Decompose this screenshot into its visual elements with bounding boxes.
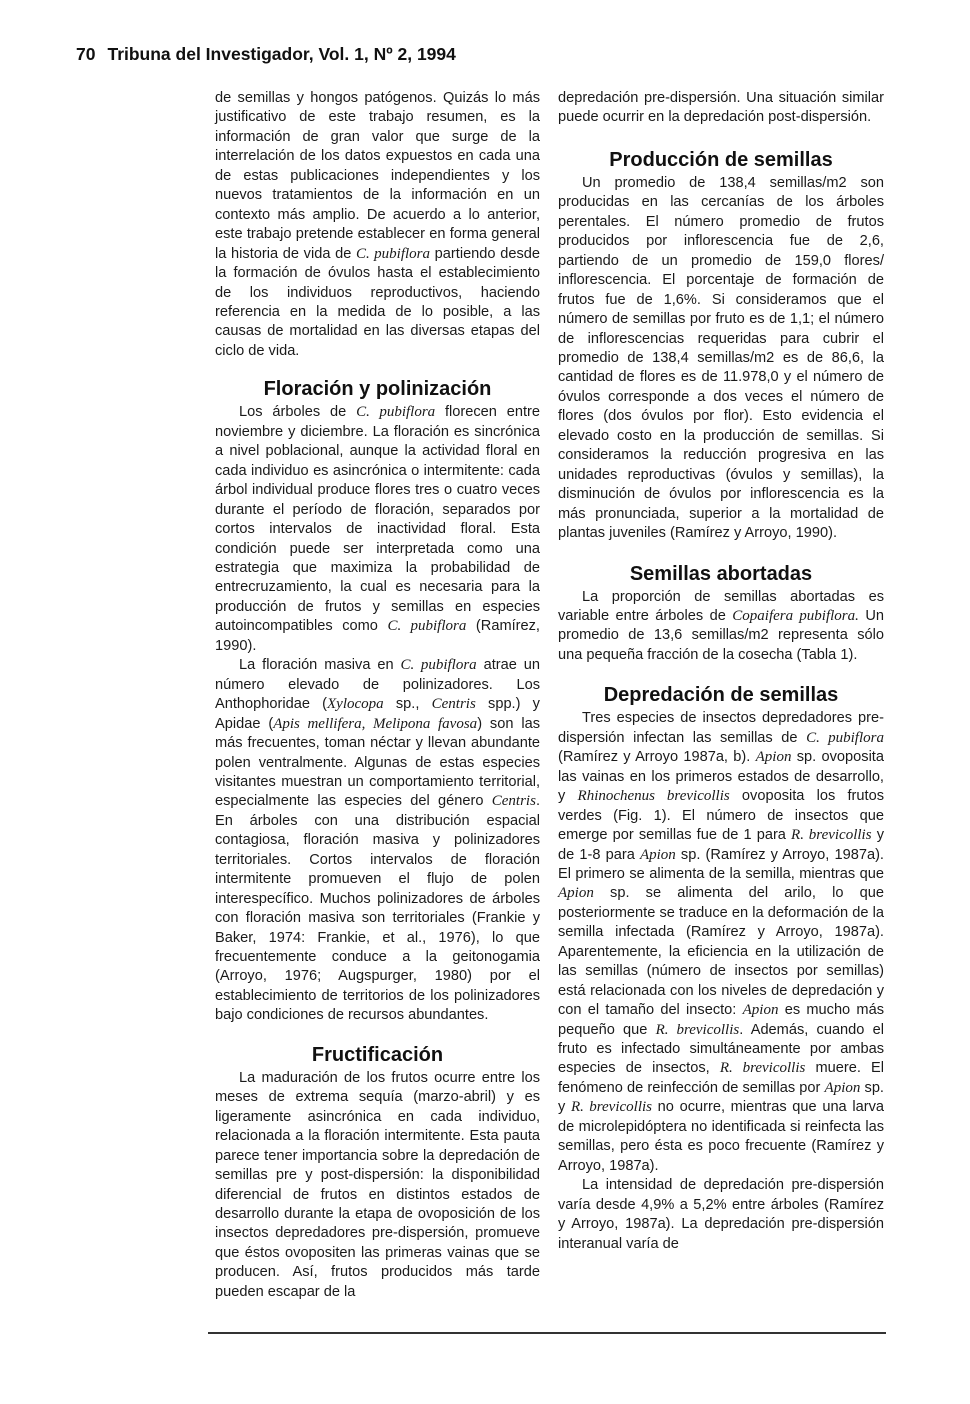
text-run: ovoposita los frutos verdes (Fig. 1). El número de insectos que emerge por semillas fue de 1 para bbox=[558, 788, 884, 844]
text-run: sp. y bbox=[558, 1079, 884, 1116]
text-run: (Ramírez y Arroyo 1987a, b). bbox=[558, 749, 756, 766]
species-name: C. pubiflora bbox=[356, 245, 430, 262]
page-number: 70 bbox=[76, 44, 96, 64]
species-name: R. brevicollis bbox=[719, 1060, 806, 1077]
section-heading-depredacion: Depredación de semillas bbox=[603, 684, 839, 707]
text-run: partiendo desde la formación de óvulos hasta el establecimiento de los individuos reproductivos, haciendo referencia en la medida de lo posible, a las causas de mortalidad en las diversas etapas del ciclo de vida. bbox=[215, 245, 540, 359]
species-name: C. pubiflora bbox=[400, 657, 477, 674]
paragraph-floracion-1 bbox=[215, 403, 540, 656]
text-run: sp., bbox=[383, 696, 432, 713]
text-run: sp. (Ramírez y Arroyo, 1987a). El primero se alimenta de la semilla, mientras que bbox=[558, 846, 884, 882]
left-column bbox=[215, 89, 540, 1302]
text-run: de semillas y hongos patógenos. Quizás lo más justificativo de este trabajo resumen, es la información de gran valor que surge de la interrelación de los datos expuestos en cada una de estas publicaciones independientes y los nuevos tratamientos de la información en un contexto más amplio. De acuerdo a lo anterior, este trabajo pretende establecer en forma general la historia de vida de bbox=[215, 90, 540, 262]
footer-rule bbox=[208, 1332, 886, 1334]
journal-title: Tribuna del Investigador, Vol. 1, Nº 2, 1994 bbox=[107, 44, 456, 64]
species-name: Apion bbox=[755, 749, 792, 766]
species-name: Centris bbox=[431, 696, 476, 713]
species-name: C. pubiflora bbox=[356, 404, 436, 421]
section-heading-abortadas: Semillas abortadas bbox=[629, 562, 813, 585]
section-heading-fructificacion: Fructificación bbox=[311, 1043, 444, 1066]
species-name: Apion bbox=[742, 1002, 779, 1019]
text-run: sp. ovoposita las vainas en los primeros estados de desarrollo, y bbox=[558, 749, 884, 805]
section-heading-produccion: Producción de semillas bbox=[609, 148, 833, 171]
text-run: ) son las más frecuentes, toman néctar y llevan abundante polen ventralmente. Algunas de estas especies visitantes muestran un comportamiento territorial, especialmente las especies del género bbox=[215, 715, 541, 810]
text-run: no ocurre, mientras que una larva de microlepidóptera no identificada si reinfecta las semillas, pero ésta es poco frecuente (Ramírez y Arroyo, 1987a). bbox=[558, 1099, 884, 1174]
text-run: y de 1-8 para bbox=[558, 827, 884, 863]
text-run: atrae un número elevado de polinizadores. Los Anthophoridae ( bbox=[215, 657, 540, 713]
text-run: Los árboles de bbox=[239, 404, 357, 421]
paragraph-intro-continued bbox=[215, 89, 540, 361]
species-name: Xylocopa bbox=[327, 696, 384, 713]
paragraph-floracion-2 bbox=[215, 656, 540, 1026]
text-run: es mucho más pequeño que bbox=[558, 1002, 885, 1038]
running-header bbox=[76, 44, 456, 65]
text-run: sp. se alimenta del arilo, lo que posteriormente se traduce en la deformación de la semilla infectada (Ramírez y Arroyo, 1987a). Aparentemente, la eficiencia en la utilización de las semillas (número de insectos por semillas) está relacionada con los niveles de depredación y con el tamaño del insecto: bbox=[558, 885, 884, 1019]
paragraph-fructificacion: La maduración de los frutos ocurre entre los meses de extrema sequía (marzo-abril) y es ligeramente asincrónica en cada individuo, relacionada a la floración intermitente. Esta pauta parece tener importancia sobre la depredación de semillas pre y post-dispersión: la disponibilidad diferencial de frutos en distintos estados de desarrollo durante la etapa de ovoposición de los insectos depredadores pre-dispersión, promueve que éstos ovopositen las primeras vainas que se producen. Así, frutos producidos más tarde pueden escapar de la bbox=[215, 1069, 540, 1300]
species-name: C. pubiflora bbox=[387, 618, 467, 635]
paragraph-depredacion-2: La intensidad de depredación pre-dispersión varía desde 4,9% a 5,2% entre árboles (Ramírez y Arroyo, 1987a). La depredación pre-dispersión interanual varía de bbox=[558, 1177, 884, 1252]
text-run: Tres especies de insectos depredadores pre-dispersión infectan las semillas de bbox=[558, 710, 884, 746]
species-name: Centris bbox=[491, 793, 536, 810]
paragraph-produccion: Un promedio de 138,4 semillas/m2 son producidas en las cercanías de los árboles perentales. El número promedio de frutos producidos por inflorescencia fue de 2,6, partiendo de un promedio de 159,0 flores/ inflorescencia. El porcentaje de formación de frutos fue de 1,6%. Si consideramos que el número de semillas por fruto es de 1,1; el número de inflorescencias requeridas para cubrir el promedio de 138,4 semillas/m2 es de 86,6, la cantidad de flores es de 11.978,0 y el número de óvulos corresponde a dos veces el número de flores (dos óvulos por flor). Esto evidencia el elevado costo en la producción de semillas. Si consideramos la reducción progresiva en las unidades reproductivas (óvulos y semillas), la disminución de óvulos por inflorescencia es la más pronunciada, superior a la mortalidad de plantas juveniles (Ramírez y Arroyo, 1990). bbox=[558, 174, 884, 542]
species-name: Apion bbox=[558, 885, 594, 902]
text-run: spp.) y Apidae ( bbox=[215, 696, 540, 732]
text-run: Un promedio de 13,6 semillas/m2 representa sólo una pequeña fracción de la cosecha (Tabla 1). bbox=[558, 607, 884, 663]
text-run: La floración masiva en bbox=[239, 657, 401, 674]
text-run: La proporción de semillas abortadas es variable entre árboles de bbox=[558, 588, 884, 624]
text-run: muere. El fenómeno de reinfección de semillas por bbox=[558, 1060, 884, 1096]
species-name: Apion bbox=[824, 1079, 861, 1096]
species-name: Apion bbox=[639, 846, 676, 863]
paragraph-continued: depredación pre-dispersión. Una situación similar puede ocurrir en la depredación post-dispersión. bbox=[558, 90, 884, 126]
species-name: Copaifera pubiflora. bbox=[732, 607, 859, 624]
species-name: R. brevicollis bbox=[655, 1021, 740, 1038]
text-run: florecen entre noviembre y diciembre. La floración es sincrónica a nivel poblacional, aunque la actividad floral en cada individuo es asincrónica o intermitente: cada árbol individual produce flores tres o cuatro veces durante el período de floración, separados por cortos intervalos de inactividad floral. Esta condición puede ser interpretada como una estrategia que maximiza la probabilidad de entrecruzamiento, la cual es necesaria para la producción de frutos y semillas en especies autoincompatibles como bbox=[215, 404, 540, 635]
text-run: . Además, cuando el fruto es infectado simultáneamente por ambas especies de insectos, bbox=[558, 1021, 884, 1077]
species-name: Apis mellifera, Melipona favosa bbox=[273, 715, 478, 732]
paragraph-depredacion-1 bbox=[558, 709, 884, 1176]
species-name: Rhinochenus brevicollis bbox=[577, 788, 730, 805]
species-name: R. brevicollis bbox=[570, 1099, 653, 1116]
section-heading-floracion: Floración y polinización bbox=[263, 378, 492, 401]
text-run: . En árboles con una distribución espacial contagiosa, floración masiva y polinizadores territoriales. Cortos intervalos de floración intermitente promueven el flujo de polen interespecífico. Muchos polinizadores de árboles con floración masiva son territoriales (Frankie y Baker, 1974: Frankie, et al., 1976), lo que frecuentemente conduce a la geitonogamia (Arroyo, 1976; Augspurger, 1980) por el establecimiento de territorios de los polinizadores bajo condiciones de recursos abundantes. bbox=[215, 793, 540, 1024]
right-column bbox=[558, 89, 884, 1254]
paragraph-abortadas bbox=[558, 588, 884, 666]
species-name: C. pubiflora bbox=[806, 729, 884, 746]
text-run: (Ramírez, 1990). bbox=[215, 618, 540, 654]
species-name: R. brevicollis bbox=[791, 827, 872, 844]
